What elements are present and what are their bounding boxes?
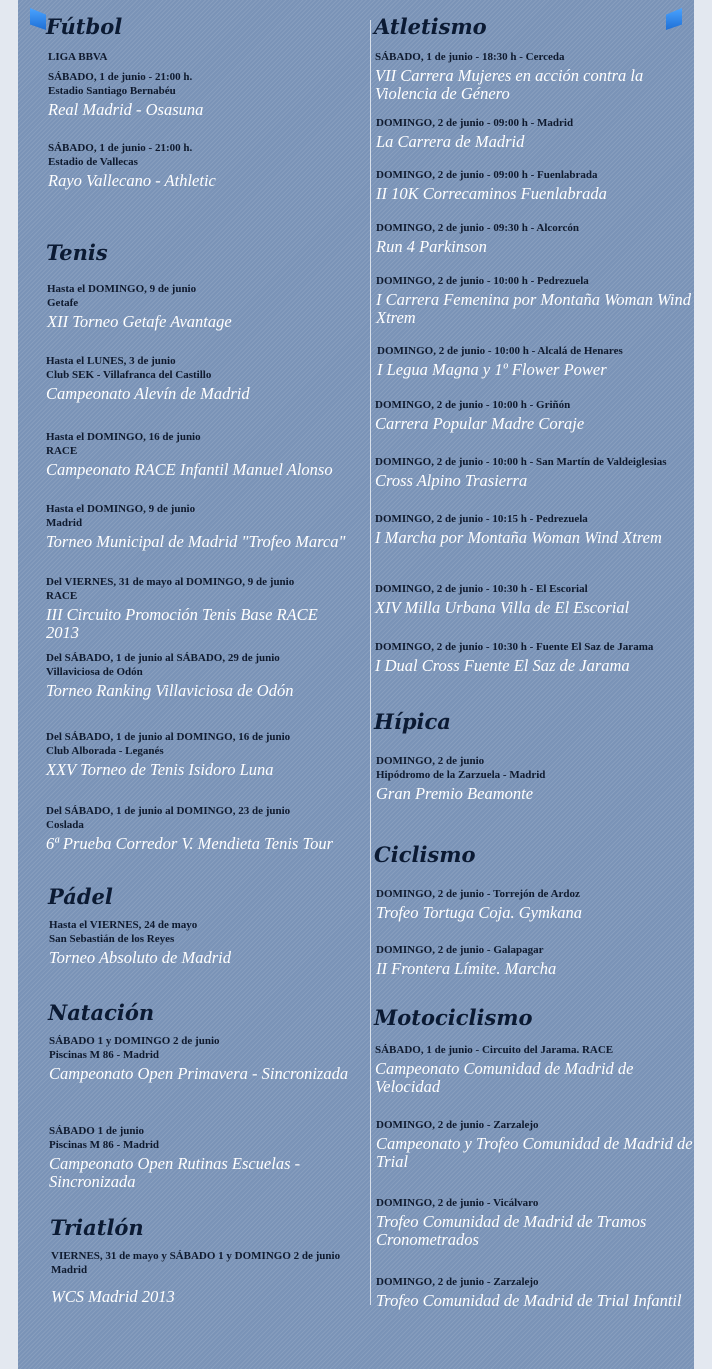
event-name[interactable]: Trofeo Tortuga Coja. Gymkana (376, 903, 582, 922)
event-info: DOMINGO, 2 de junio - 09:30 h - Alcorcón (376, 222, 579, 234)
event-item (51, 1249, 351, 1306)
event-info: DOMINGO, 2 de junio - Galapagar (376, 944, 544, 956)
event-name[interactable]: III Circuito Promoción Tenis Base RACE 2013 (46, 605, 318, 642)
event-item (49, 1034, 349, 1083)
section-title-ciclismo: Ciclismo (374, 842, 476, 867)
event-info: DOMINGO, 2 de junio Hipódromo de la Zarzuela - Madrid (376, 755, 546, 781)
event-item (376, 943, 694, 978)
section-title-futbol: Fútbol (46, 14, 123, 39)
event-item (375, 455, 693, 490)
event-name[interactable]: I Carrera Femenina por Montaña Woman Wind Xtrem (376, 290, 692, 327)
event-info: Hasta el LUNES, 3 de junio Club SEK - Villafranca del Castillo (46, 355, 212, 381)
event-name[interactable]: Torneo Ranking Villaviciosa de Odón (46, 681, 294, 700)
event-item (375, 50, 693, 103)
event-item (49, 918, 349, 967)
event-name[interactable]: Campeonato RACE Infantil Manuel Alonso (46, 460, 333, 479)
event-name[interactable]: II 10K Correcaminos Fuenlabrada (376, 184, 607, 203)
event-item (48, 141, 348, 190)
event-info: DOMINGO, 2 de junio - 10:15 h - Pedrezuela (375, 513, 588, 525)
event-item (49, 1124, 349, 1191)
event-item (376, 168, 694, 203)
event-item (376, 274, 694, 327)
section-title-triatlon: Triatlón (50, 1215, 144, 1240)
event-item (375, 512, 693, 547)
event-name[interactable]: VII Carrera Mujeres en acción contra la Violencia de Género (375, 66, 644, 103)
section-title-tenis: Tenis (46, 240, 108, 265)
event-name[interactable]: Gran Premio Beamonte (376, 784, 534, 803)
event-item (375, 640, 693, 675)
event-info: DOMINGO, 2 de junio - Vicálvaro (376, 1197, 539, 1209)
event-name[interactable]: Real Madrid - Osasuna (48, 100, 204, 119)
event-name[interactable]: Campeonato Open Primavera - Sincronizada (49, 1064, 349, 1083)
event-item (376, 1196, 694, 1249)
event-info: Del SÁBADO, 1 de junio al SÁBADO, 29 de junio Villaviciosa de Odón (46, 652, 280, 678)
event-item (375, 582, 693, 617)
event-item (46, 651, 346, 700)
event-info: SÁBADO 1 de junio Piscinas M 86 - Madrid (49, 1125, 159, 1151)
event-name[interactable]: WCS Madrid 2013 (51, 1287, 175, 1306)
event-item (376, 1275, 694, 1310)
event-info: DOMINGO, 2 de junio - 10:30 h - Fuente El Saz de Jarama (375, 641, 654, 653)
event-item (48, 70, 348, 119)
section-title-hipica: Hípica (374, 709, 451, 734)
section-title-motociclismo: Motociclismo (374, 1005, 533, 1030)
event-info: SÁBADO, 1 de junio - Circuito del Jarama. RACE (375, 1044, 614, 1056)
event-info: VIERNES, 31 de mayo y SÁBADO 1 y DOMINGO 2 de junio Madrid (51, 1250, 341, 1276)
event-info: DOMINGO, 2 de junio - Zarzalejo (376, 1276, 539, 1288)
event-name[interactable]: I Marcha por Montaña Woman Wind Xtrem (375, 528, 662, 547)
event-item (376, 1118, 694, 1171)
event-name[interactable]: II Frontera Límite. Marcha (376, 959, 557, 978)
event-name[interactable]: XIV Milla Urbana Villa de El Escorial (375, 598, 630, 617)
event-item (46, 804, 346, 853)
event-item (376, 116, 694, 151)
corner-ribbon-right (666, 8, 682, 30)
event-item (375, 398, 693, 433)
event-item (46, 575, 346, 642)
event-info: Hasta el VIERNES, 24 de mayo San Sebastián de los Reyes (49, 919, 198, 945)
event-name[interactable]: 6ª Prueba Corredor V. Mendieta Tenis Tour (46, 834, 334, 853)
event-name[interactable]: I Legua Magna y 1º Flower Power (377, 360, 607, 379)
event-name[interactable]: Campeonato Comunidad de Madrid de Velocidad (375, 1059, 634, 1096)
event-name[interactable]: XII Torneo Getafe Avantage (47, 312, 232, 331)
event-info: Hasta el DOMINGO, 9 de junio Getafe (47, 283, 197, 309)
event-info: Hasta el DOMINGO, 16 de junio RACE (46, 431, 201, 457)
section-title-atletismo: Atletismo (374, 14, 487, 39)
event-name[interactable]: Cross Alpino Trasierra (375, 471, 528, 490)
event-info: Del VIERNES, 31 de mayo al DOMINGO, 9 de junio RACE (46, 576, 295, 602)
event-item (47, 282, 347, 331)
event-name[interactable]: Torneo Municipal de Madrid "Trofeo Marca" (46, 532, 346, 551)
event-item (46, 430, 346, 479)
event-name[interactable]: Trofeo Comunidad de Madrid de Trial Infantil (376, 1291, 682, 1310)
event-info: SÁBADO, 1 de junio - 18:30 h - Cerceda (375, 51, 565, 63)
event-info: Hasta el DOMINGO, 9 de junio Madrid (46, 503, 196, 529)
event-info: DOMINGO, 2 de junio - 10:00 h - Griñón (375, 399, 571, 411)
event-info: DOMINGO, 2 de junio - 09:00 h - Madrid (376, 117, 574, 129)
section-title-natacion: Natación (48, 1000, 155, 1025)
event-name[interactable]: Run 4 Parkinson (376, 237, 487, 256)
event-info: DOMINGO, 2 de junio - 10:30 h - El Escorial (375, 583, 588, 595)
event-name[interactable]: Carrera Popular Madre Coraje (375, 414, 585, 433)
event-info: SÁBADO, 1 de junio - 21:00 h. Estadio Santiago Bernabéu (48, 71, 193, 97)
event-info: DOMINGO, 2 de junio - Torrejón de Ardoz (376, 888, 580, 900)
event-name[interactable]: I Dual Cross Fuente El Saz de Jarama (375, 656, 630, 675)
event-info: SÁBADO, 1 de junio - 21:00 h. Estadio de Vallecas (48, 142, 193, 168)
event-info: DOMINGO, 2 de junio - 09:00 h - Fuenlabrada (376, 169, 598, 181)
event-name[interactable]: Campeonato Open Rutinas Escuelas - Sincronizada (49, 1154, 301, 1191)
event-info: Del SÁBADO, 1 de junio al DOMINGO, 23 de junio Coslada (46, 805, 291, 831)
event-item (46, 354, 346, 403)
event-item (376, 221, 694, 256)
event-name[interactable]: XXV Torneo de Tenis Isidoro Luna (46, 760, 274, 779)
event-item (376, 887, 694, 922)
event-item (375, 1043, 693, 1096)
event-item (46, 730, 346, 779)
event-info: DOMINGO, 2 de junio - 10:00 h - San Martín de Valdeiglesias (375, 456, 667, 468)
event-name[interactable]: Rayo Vallecano - Athletic (48, 171, 216, 190)
corner-ribbon-left (30, 8, 46, 30)
event-item (377, 344, 695, 379)
event-info: DOMINGO, 2 de junio - 10:00 h - Pedrezuela (376, 275, 589, 287)
event-info: DOMINGO, 2 de junio - Zarzalejo (376, 1119, 539, 1131)
event-name[interactable]: Trofeo Comunidad de Madrid de Tramos Cronometrados (376, 1212, 647, 1249)
event-item (376, 754, 694, 803)
column-divider (370, 20, 371, 1305)
event-name[interactable]: Campeonato Alevín de Madrid (46, 384, 250, 403)
event-info: Del SÁBADO, 1 de junio al DOMINGO, 16 de junio Club Alborada - Leganés (46, 731, 291, 757)
event-info: SÁBADO 1 y DOMINGO 2 de junio Piscinas M 86 - Madrid (49, 1035, 220, 1061)
event-info: DOMINGO, 2 de junio - 10:00 h - Alcalá de Henares (377, 345, 623, 357)
league-label: LIGA BBVA (48, 51, 108, 63)
event-name[interactable]: Torneo Absoluto de Madrid (49, 948, 231, 967)
event-item (46, 502, 346, 551)
event-name[interactable]: La Carrera de Madrid (376, 132, 525, 151)
event-name[interactable]: Campeonato y Trofeo Comunidad de Madrid de Trial (376, 1134, 693, 1171)
sports-agenda-panel (18, 0, 694, 1369)
section-title-padel: Pádel (48, 884, 113, 909)
